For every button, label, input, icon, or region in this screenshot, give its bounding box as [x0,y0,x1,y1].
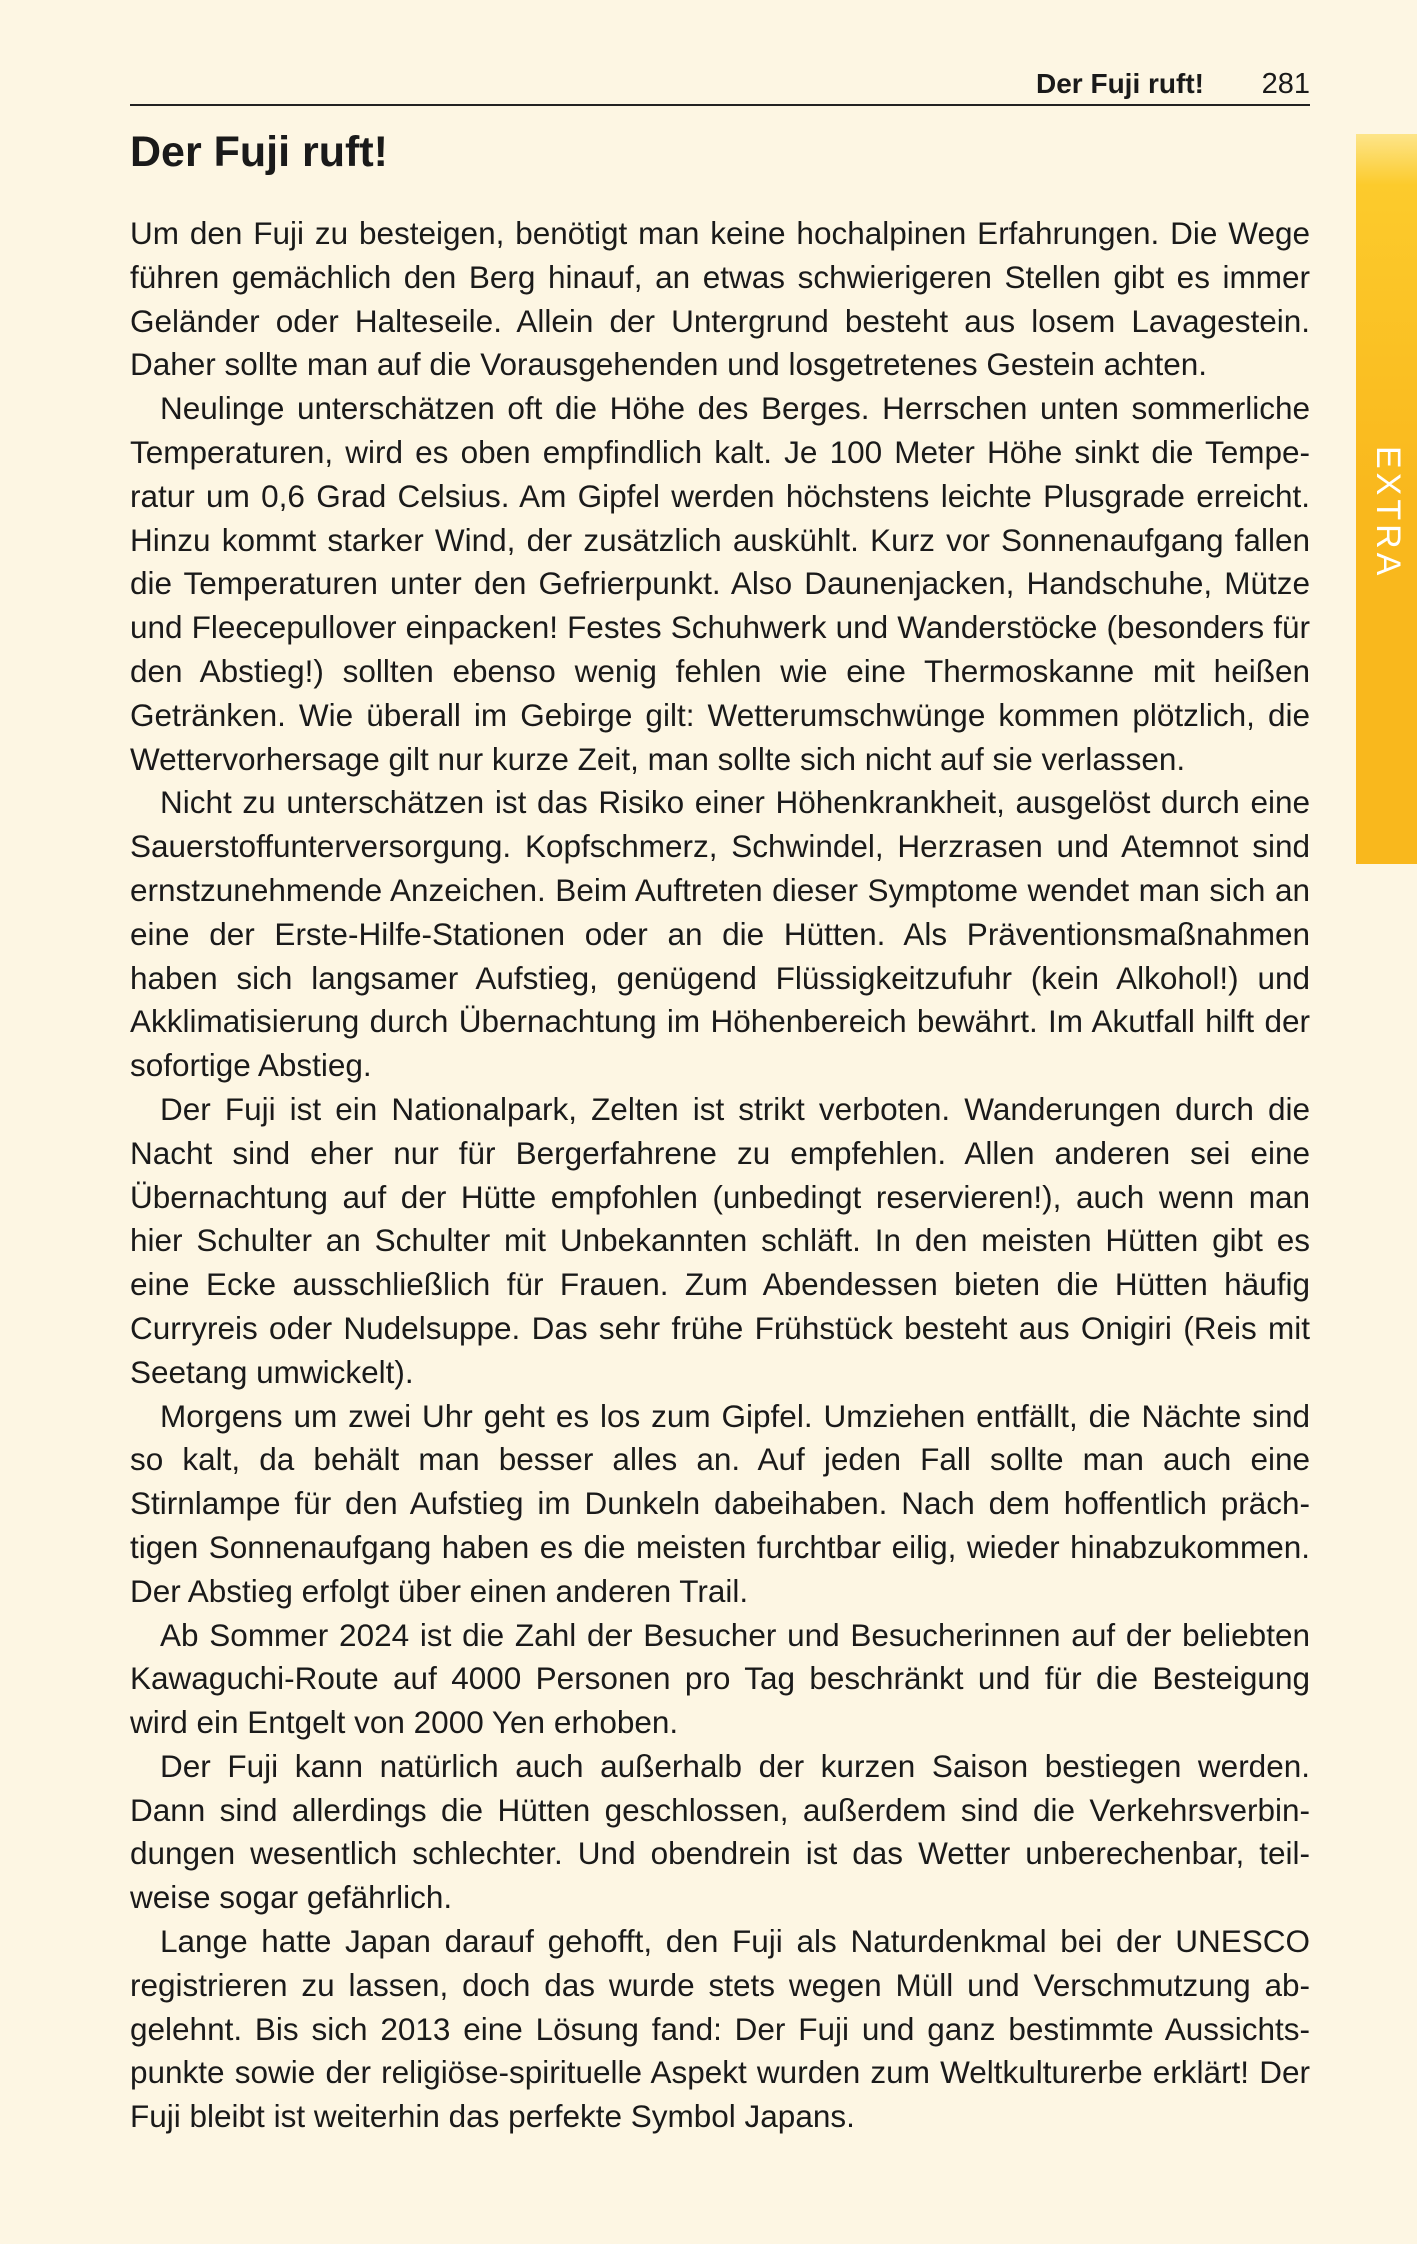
paragraph: Nicht zu unterschätzen ist das Risiko einer Höhenkrankheit, ausgelöst durch eine Sauerstoffunterversorgung. Kopfschmerz, Schwindel, Herzrasen und Atemnot sind ernstzunehmende Anzeichen. Beim Auftreten dieser Symptome wendet man sich an eine der Erste-Hilfe-Stationen oder an die Hütten. Als Präventionsmaßnahmen haben sich langsamer Aufstieg, genügend Flüssigkeitzufuhr (kein Alkohol!) und Akklimatisierung durch Übernachtung im Höhenbereich bewährt. Im Akutfall hilft der sofortige Abstieg. [130,784,1310,1084]
paragraph: Um den Fuji zu besteigen, benötigt man keine hochalpinen Erfahrungen. Die Wege führen gemächlich den Berg hinauf, an etwas schwierigeren Stellen gibt es immer Geländer oder Halteseile. Allein der Untergrund besteht aus losem Lavagestein. Daher sollte man auf die Vorausgehenden und losgetretenes Gestein achten. [130,215,1310,383]
paragraph: Morgens um zwei Uhr geht es los zum Gipfel. Umziehen entfällt, die Nächte sind so kalt, da behält man besser alles an. Auf jeden Fall sollte man auch eine Stirnlampe für den Aufstieg im Dunkeln dabeihaben. Nach dem hoffentlich prächtigen Sonnenaufgang haben es die meisten furchtbar eilig, wieder hinabzukommen. Der Abstieg erfolgt über einen anderen Trail. [130,1397,1310,1609]
article-body [130,212,1310,2139]
paragraph: Neulinge unterschätzen oft die Höhe des Berges. Herrschen unten sommerliche Temperaturen, wird es oben empfindlich kalt. Je 100 Meter Höhe sinkt die Temperatur um 0,6 Grad Celsius. Am Gipfel werden höchstens leichte Plusgrade erreicht. Hinzu kommt starker Wind, der zusätzlich auskühlt. Kurz vor Sonnenaufgang fallen die Temperaturen unter den Gefrierpunkt. Also Daunenjacken, Handschuhe, Mütze und Fleecepullover einpacken! Festes Schuhwerk und Wanderstöcke (besonders für den Abstieg!) sollten ebenso wenig fehlen wie eine Thermoskanne mit heißen Getränken. Wie überall im Gebirge gilt: Wetterumschwünge kommen plötzlich, die Wettervorhersage gilt nur kurze Zeit, man sollte sich nicht auf sie verlassen. [130,390,1310,777]
running-title: Der Fuji ruft! [1036,68,1204,99]
running-head [130,64,1310,106]
paragraph: Ab Sommer 2024 ist die Zahl der Besucher und Besucherinnen auf der beliebten Kawaguchi-Route auf 4000 Personen pro Tag beschränkt und für die Besteigung wird ein Entgelt von 2000 Yen erhoben. [130,1616,1310,1741]
section-tab-label: EXTRA [1369,446,1407,580]
page-number: 281 [1261,68,1310,100]
article-title: Der Fuji ruft! [130,128,388,176]
paragraph: Der Fuji kann natürlich auch außerhalb der kurzen Saison bestiegen werden. Dann sind allerdings die Hütten geschlossen, außerdem sind die Verkehrsverbindungen wesentlich schlechter. Und obendrein ist das Wetter unberechenbar, teilweise sogar gefährlich. [130,1747,1310,1916]
paragraph: Der Fuji ist ein Nationalpark, Zelten ist strikt verboten. Wanderungen durch die Nacht sind eher nur für Bergerfahrene zu empfehlen. Allen anderen sei eine Übernachtung auf der Hütte empfohlen (unbedingt reservieren!), auch wenn man hier Schulter an Schulter mit Unbekannten schläft. In den meisten Hütten gibt es eine Ecke ausschließlich für Frauen. Zum Abendessen bieten die Hütten häufig Curryreis oder Nudelsuppe. Das sehr frühe Frühstück besteht aus Onigiri (Reis mit Seetang umwickelt). [130,1090,1310,1390]
paragraph: Lange hatte Japan darauf gehofft, den Fuji als Naturdenkmal bei der UNESCO registrieren zu lassen, doch das wurde stets wegen Müll und Verschmutzung abgelehnt. Bis sich 2013 eine Lösung fand: Der Fuji und ganz bestimmte Aussichtspunkte sowie der religiöse-spirituelle Aspekt wurden zum Weltkulturerbe erklärt! Der Fuji bleibt ist weiterhin das perfekte Symbol Japans. [130,1923,1310,2135]
